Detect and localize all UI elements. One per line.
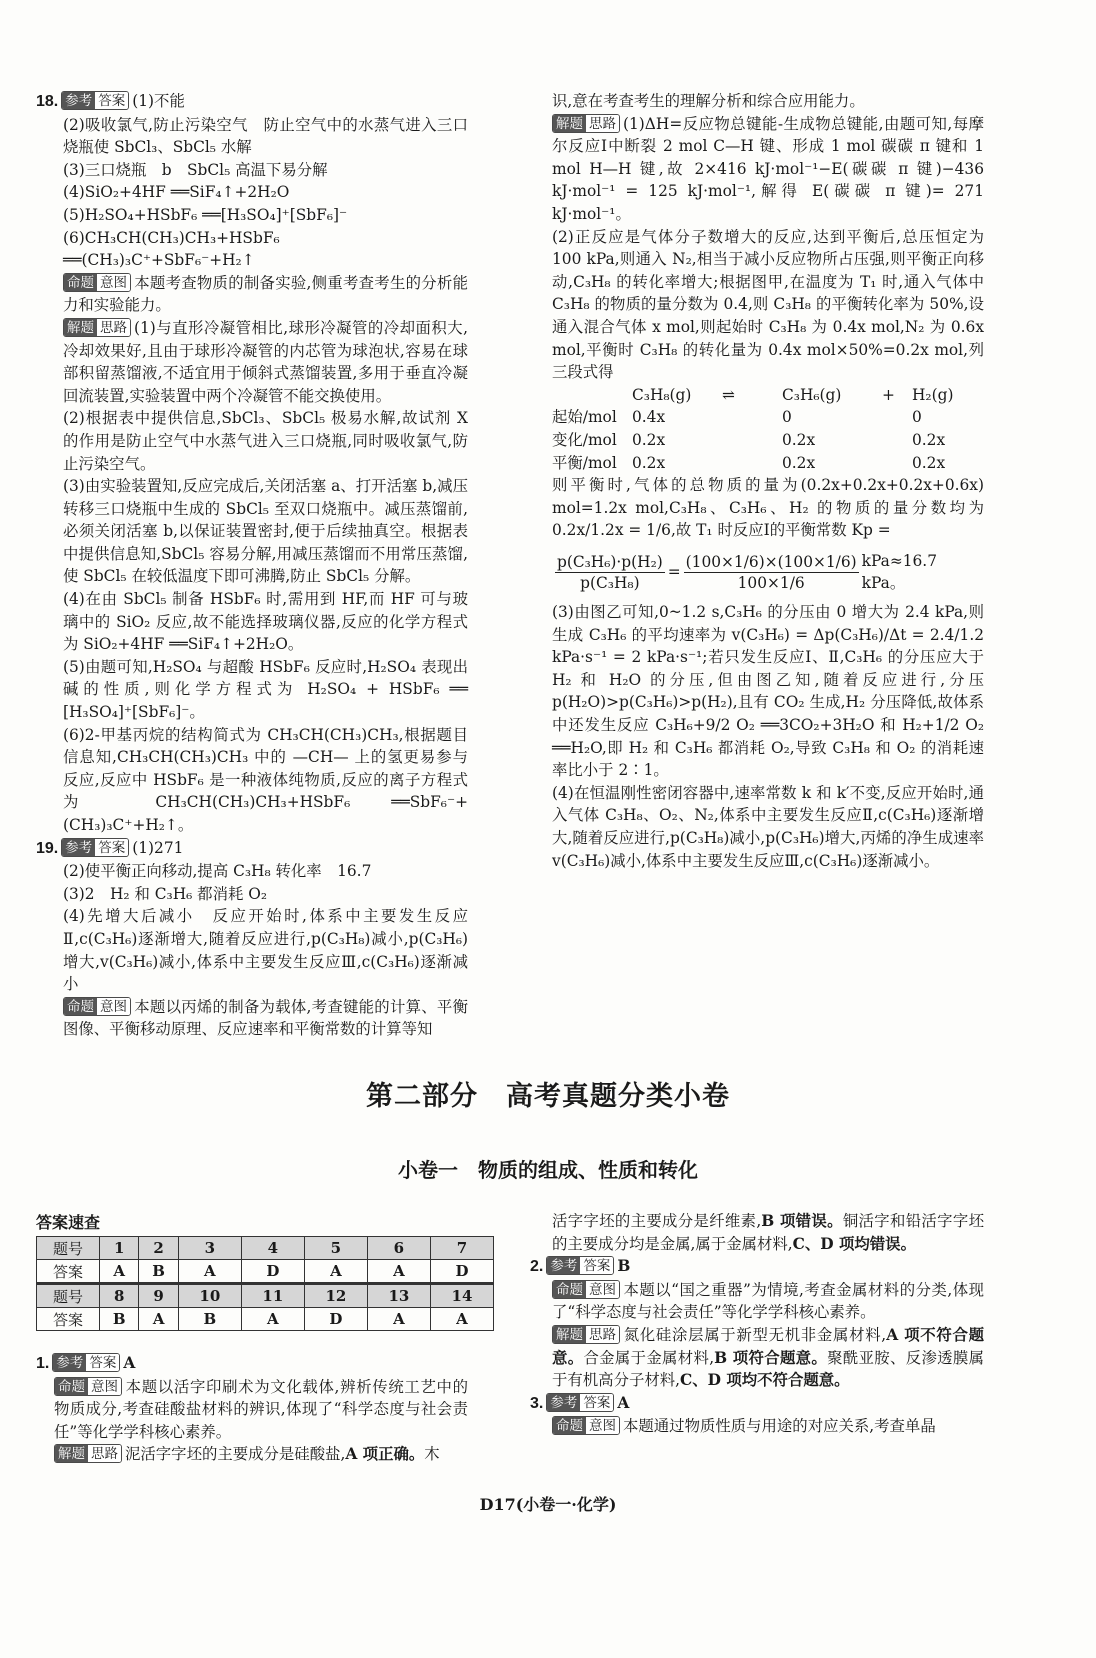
q18-analysis-6: (6)2-甲基丙烷的结构简式为 CH₃CH(CH₃)CH₃,根据题目信息知,CH₃CH(CH₃)CH₃ 中的 —CH— 上的氢更易参与反应,反应中 HSbF₆ 是一种液体纯物质,反应的离子方程式为 CH₃CH(CH₃)CH₃+HSbF₆ ══SbF₆⁻+(CH₃)₃C⁺+H₂↑。 xyxy=(63,725,468,834)
q18-answer-1: 18. 参考 答案 (1)不能 xyxy=(36,92,185,110)
q19-answer-1: 19. 参考 答案 (1)271 xyxy=(36,838,184,857)
intent-tag: 命题 意图 xyxy=(552,1280,620,1299)
q2-analysis: 解题 思路 氮化硅涂层属于新型无机非金属材料,A 项不符合题意。合金属于金属材料,B 项符合题意。聚酰亚胺、反渗透膜属于有机高分子材料,C、D 项均不符合题意。 xyxy=(552,1325,984,1390)
question-number: 19. xyxy=(36,839,59,857)
intent-tag: 命题 意图 xyxy=(63,997,131,1016)
reference-answer-tag: 参考 答案 xyxy=(546,1256,614,1275)
q1-analysis-cont: 活字字坯的主要成分是纤维素,B 项错误。铜活字和铅活字字坯的主要成分均是金属,属于金属材料,C、D 项均错误。 xyxy=(552,1212,984,1253)
reference-answer-tag: 参考 答案 xyxy=(546,1393,614,1412)
section-title: 第二部分 高考真题分类小卷 xyxy=(366,1081,730,1111)
reference-answer-tag: 参考 答案 xyxy=(61,91,129,110)
q18-analysis-2: (2)根据表中提供信息,SbCl₃、SbCl₅ 极易水解,故试剂 X 的作用是防止空气中水蒸气进入三口烧瓶,同时吸收氯气,防止污染空气。 xyxy=(63,409,468,473)
intent-tag: 命题 意图 xyxy=(63,273,131,292)
q19-analysis-3: (3)由图乙可知,0~1.2 s,C₃H₆ 的分压由 0 增大为 2.4 kPa,则生成 C₃H₆ 的平均速率为 v(C₃H₆) = Δp(C₃H₆)/Δt = 2.4/1.2 kPa·s⁻¹ = 2 kPa·s⁻¹;若只发生反应Ⅰ、Ⅱ,C₃H₆ 的分压应大于 H₂ 和 H₂O 的分压,但由图乙知,随着反应进行,分压 p(H₂O)>p(C₃H₆)>p(H₂),且有 CO₂ 生成,H₂ 分压降低,故体系中还发生反应 C₃H₆+9/2 O₂ ══3CO₂+3H₂O 和 H₂+1/2 O₂ ══H₂O,即 H₂ 和 C₃H₆ 都消耗 O₂,导致 C₃H₈ 和 O₂ 的消耗速率比小于 2∶1。 xyxy=(552,603,984,780)
q19-analysis-4: (4)在恒温刚性密闭容器中,速率常数 k 和 k′不变,反应开始时,通入气体 C₃H₈、O₂、N₂,体系中主要发生反应Ⅱ,c(C₃H₆)逐渐增大,随着反应进行,p(C₃H₈)减小,p(C₃H₆)增大,丙烯的净生成速率 v(C₃H₆)减小,体系中主要发生反应Ⅲ,c(C₃H₆)逐渐减小。 xyxy=(552,783,984,870)
q19-answer-3: (3)2 H₂ 和 C₃H₆ 都消耗 O₂ xyxy=(63,884,268,903)
q1-intent: 命题 意图 本题以活字印刷术为文化载体,辨析传统工艺中的物质成分,考查硅酸盐材料的辨识,体现了“科学态度与社会责任”等化学学科核心素养。 xyxy=(54,1377,468,1441)
left-column-bottom xyxy=(36,1352,468,1466)
q19-intent: 命题 意图 本题以丙烯的制备为载体,考查键能的计算、平衡图像、平衡移动原理、反应速率和平衡常数的计算等知 xyxy=(63,997,468,1039)
q1-analysis: 解题 思路 泥活字字坯的主要成分是硅酸盐,A 项正确。木 xyxy=(54,1443,468,1466)
q18-analysis-3: (3)由实验装置知,反应完成后,关闭活塞 a、打开活塞 b,减压转移三口烧瓶中生成的 SbCl₅ 至双口烧瓶中。减压蒸馏前,必须关闭活塞 b,以保证装置密封,便于后续抽真空。根据表中提供信息知,SbCl₅ 容易分解,用减压蒸馏而不用常压蒸馏,使 SbCl₅ 在较低温度下即可沸腾,防止 SbCl₅ 分解。 xyxy=(63,477,468,586)
quick-answers-title: 答案速查 xyxy=(36,1215,101,1232)
right-column-bottom xyxy=(530,1210,984,1438)
q18-answer-2: (2)吸收氯气,防止污染空气 防止空气中的水蒸气进入三口烧瓶使 SbCl₃、SbCl₅ 水解 xyxy=(63,115,468,157)
sub-title: 小卷一 物质的组成、性质和转化 xyxy=(398,1160,698,1182)
q2-answer: 2. 参考 答案 B xyxy=(530,1257,631,1276)
q18-intent: 命题 意图 本题考查物质的制备实验,侧重考查考生的分析能力和实验能力。 xyxy=(63,273,468,315)
right-column-top xyxy=(552,90,984,872)
q18-answer-3: (3)三口烧瓶 b SbCl₅ 高温下易分解 xyxy=(63,160,328,179)
analysis-tag: 解题 思路 xyxy=(552,1325,620,1344)
page-footer: D17(小卷一·化学) xyxy=(479,1495,617,1514)
ice-table: C₃H₈(g) ⇌ C₃H₆(g) + H₂(g) 起始/mol 0.4x 0 0 变化/mol 0.2x 0.2x 0.2x 平衡/mol 0.2x 0.2x 0.2x xyxy=(552,385,954,472)
quick-answers-table: 题号 1 2 3 4 5 6 7 答案 A B A D A A D 题号 8 9 10 11 12 13 14 答案 B A B A D A A xyxy=(36,1236,494,1331)
reference-answer-tag: 参考 答案 xyxy=(52,1353,120,1372)
q19-intent-cont: 识,意在考查考生的理解分析和综合应用能力。 xyxy=(552,92,865,110)
q19-answer-2: (2)使平衡正向移动,提高 C₃H₈ 转化率 16.7 xyxy=(63,862,372,881)
q3-intent: 命题 意图 本题通过物质性质与用途的对应关系,考查单晶 xyxy=(552,1415,984,1438)
q19-analysis-2b: 则平衡时,气体的总物质的量为(0.2x+0.2x+0.2x+0.6x) mol=1.2x mol,C₃H₈、C₃H₆、H₂ 的物质的量分数均为 0.2x/1.2x = 1/6,故 T₁ 时反应Ⅰ的平衡常数 Kp = xyxy=(552,476,984,540)
intent-tag: 命题 意图 xyxy=(54,1377,122,1396)
analysis-tag: 解题 思路 xyxy=(54,1444,122,1463)
analysis-tag: 解题 思路 xyxy=(63,318,131,337)
q18-answer-5: (5)H₂SO₄+HSbF₆ ══[H₃SO₄]⁺[SbF₆]⁻ xyxy=(63,205,348,224)
q18-analysis-1: 解题 思路 (1)与直形冷凝管相比,球形冷凝管的冷却面积大,冷却效果好,且由于球形冷凝管的内芯管为球泡状,容易在球部积留蒸馏液,不适宜用于倾斜式蒸馏装置,多用于垂直冷凝回流装置,实验装置中两个冷凝管不能交换使用。 xyxy=(63,318,468,405)
kp-formula: $\frac{\text{p(C₃H₆)·p(H₂)}}{\text{p(C₃H₈)}}$ = $\frac{(100\times 1/6)\times(100\times 1/6)}{100\times 1/6}$ kPa≈16.7 kPa。 xyxy=(557,551,937,593)
q19-analysis-1: 解题 思路 (1)ΔH=反应物总键能-生成物总键能,由题可知,每摩尔反应Ⅰ中断裂 2 mol C—H 键、形成 1 mol 碳碳 π 键和 1 mol H—H 键,故 2×416 kJ·mol⁻¹−E(碳碳 π 键)−436 kJ·mol⁻¹ = 125 kJ·mol⁻¹,解得 E(碳碳 π 键)= 271 kJ·mol⁻¹。 xyxy=(552,114,984,223)
question-number: 18. xyxy=(36,93,59,110)
q1-answer: 1. 参考 答案 A xyxy=(36,1354,136,1372)
q2-intent: 命题 意图 本题以“国之重器”为情境,考查金属材料的分类,体现了“科学态度与社会责任”等化学学科核心素养。 xyxy=(552,1280,984,1322)
analysis-tag: 解题 思路 xyxy=(552,114,620,133)
q18-analysis-5: (5)由题可知,H₂SO₄ 与超酸 HSbF₆ 反应时,H₂SO₄ 表现出碱的性质,则化学方程式为 H₂SO₄ + HSbF₆ ══ [H₃SO₄]⁺[SbF₆]⁻。 xyxy=(63,657,468,722)
reference-answer-tag: 参考 答案 xyxy=(61,838,129,857)
q3-answer: 3. 参考 答案 A xyxy=(530,1393,630,1412)
q18-analysis-4: (4)在由 SbCl₅ 制备 HSbF₆ 时,需用到 HF,而 HF 可与玻璃中的 SiO₂ 反应,故不能选择玻璃仪器,反应的化学方程式为 SiO₂+4HF ══SiF₄↑+2H₂O。 xyxy=(63,590,468,654)
q18-answer-6: (6)CH₃CH(CH₃)CH₃+HSbF₆ ══(CH₃)₃C⁺+SbF₆⁻+H₂↑ xyxy=(63,228,280,270)
left-column-top xyxy=(36,90,468,1041)
intent-tag: 命题 意图 xyxy=(552,1416,620,1435)
q18-answer-4: (4)SiO₂+4HF ══SiF₄↑+2H₂O xyxy=(63,183,290,202)
q19-answer-4: (4)先增大后减小 反应开始时,体系中主要发生反应Ⅱ,c(C₃H₆)逐渐增大,随着反应进行,p(C₃H₈)减小,p(C₃H₆)增大,v(C₃H₆)减小,体系中主要发生反应Ⅲ,c(C₃H₆)逐渐减小 xyxy=(63,907,468,994)
q19-analysis-2: (2)正反应是气体分子数增大的反应,达到平衡后,总压恒定为 100 kPa,则通入 N₂,相当于减小反应物所占压强,则平衡正向移动,C₃H₈ 的转化率增大;根据图甲,在温度为 T₁ 时,通入气体中 C₃H₈ 的物质的量分数为 0.4,则 C₃H₈ 的平衡转化率为 50%,设通入混合气体 x mol,则起始时 C₃H₈ 为 0.4x mol,N₂ 为 0.6x mol,平衡时 C₃H₈ 的转化量为 0.4x mol×50%=0.2x mol,列三段式得 xyxy=(552,227,984,382)
